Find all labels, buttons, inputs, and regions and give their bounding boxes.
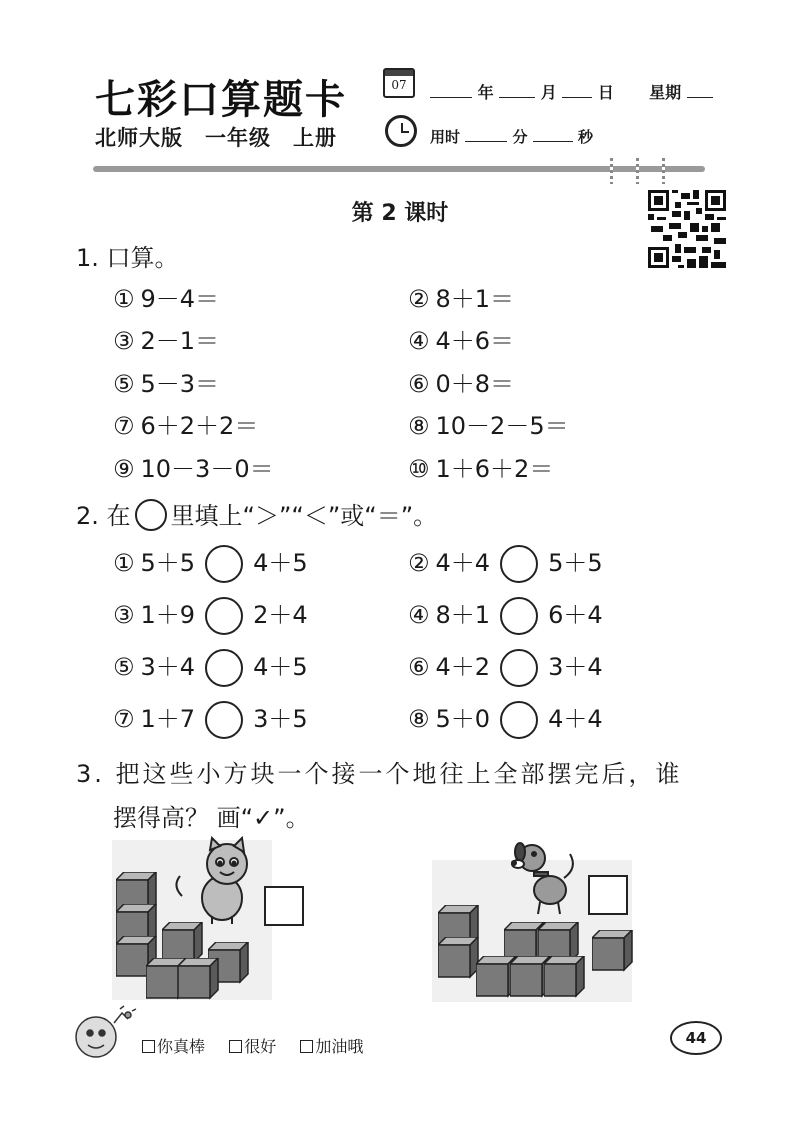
- cube-block: [592, 930, 636, 974]
- item-expression: 5－3＝: [140, 370, 220, 398]
- item-number: ⑥: [408, 370, 430, 398]
- q1-item-2: [408, 279, 514, 314]
- right-expression: 2＋4: [253, 601, 308, 629]
- compare-circle[interactable]: [500, 701, 538, 739]
- q1-item-6: [408, 364, 514, 399]
- cat-icon: [172, 836, 262, 926]
- option-keep-going-label: 加油哦: [315, 1037, 364, 1056]
- second-blank[interactable]: [533, 141, 573, 142]
- checkbox-great[interactable]: [142, 1040, 155, 1053]
- q2-title-suffix: 里填上“＞”“＜”或“＝”。: [170, 502, 438, 530]
- month-blank[interactable]: [499, 97, 535, 98]
- item-expression: 0＋8＝: [435, 370, 515, 398]
- item-number: ④: [408, 601, 430, 629]
- cube-block: [544, 956, 588, 1000]
- item-expression: 2－1＝: [140, 327, 220, 355]
- q2-item-3: [113, 595, 308, 635]
- item-number: ⑩: [408, 455, 430, 483]
- date-fill-line: [430, 80, 713, 103]
- q2-item-6: [408, 647, 603, 687]
- q1-item-5: [113, 364, 219, 399]
- circle-symbol-icon: [135, 499, 167, 531]
- clock-icon: [385, 115, 417, 147]
- q2-item-2: [408, 543, 603, 583]
- item-number: ⑤: [113, 370, 135, 398]
- calendar-icon: [383, 68, 415, 98]
- item-number: ⑨: [113, 455, 135, 483]
- mascot-icon: [70, 1005, 140, 1065]
- left-expression: 3＋4: [140, 653, 196, 681]
- q2-item-4: [408, 595, 603, 635]
- left-expression: 4＋4: [435, 549, 491, 577]
- q1-item-4: [408, 321, 514, 356]
- year-blank[interactable]: [430, 97, 472, 98]
- day-label: 日: [597, 83, 614, 102]
- compare-circle[interactable]: [205, 701, 243, 739]
- compare-circle[interactable]: [500, 649, 538, 687]
- left-expression: 8＋1: [435, 601, 491, 629]
- item-number: ④: [408, 327, 430, 355]
- q2-item-7: [113, 699, 308, 739]
- option-good-label: 很好: [244, 1037, 277, 1056]
- time-fill-line: [430, 126, 593, 147]
- page-number: 44: [670, 1021, 722, 1055]
- divider-pin: [610, 158, 613, 184]
- calendar-number: 07: [391, 78, 407, 92]
- question-2-title: [76, 496, 437, 533]
- right-expression: 4＋5: [253, 653, 308, 681]
- left-answer-box[interactable]: [264, 886, 304, 926]
- item-number: ③: [113, 327, 135, 355]
- item-expression: 10－2－5＝: [435, 412, 569, 440]
- option-great-label: 你真棒: [157, 1037, 206, 1056]
- divider-pin: [636, 158, 639, 184]
- left-expression: 4＋2: [435, 653, 491, 681]
- item-number: ⑦: [113, 412, 135, 440]
- item-number: ⑤: [113, 653, 135, 681]
- compare-circle[interactable]: [500, 597, 538, 635]
- right-expression: 4＋4: [548, 705, 603, 733]
- time-used-label: 用时: [430, 128, 461, 146]
- q2-title-prefix: 2. 在: [76, 502, 131, 530]
- second-label: 秒: [577, 128, 593, 146]
- right-expression: 4＋5: [253, 549, 308, 577]
- right-expression: 3＋4: [548, 653, 603, 681]
- month-label: 月: [540, 83, 557, 102]
- compare-circle[interactable]: [205, 649, 243, 687]
- question-1-title: 1. 口算。: [76, 244, 179, 272]
- left-expression: 5＋5: [140, 549, 196, 577]
- item-expression: 9－4＝: [140, 285, 220, 313]
- item-expression: 10－3－0＝: [140, 455, 274, 483]
- left-expression: 1＋7: [140, 705, 196, 733]
- item-expression: 6＋2＋2＝: [140, 412, 259, 440]
- left-expression: 5＋0: [435, 705, 491, 733]
- minute-blank[interactable]: [465, 141, 507, 142]
- item-number: ①: [113, 549, 135, 577]
- q1-item-3: [113, 321, 219, 356]
- dog-icon: [510, 838, 580, 918]
- compare-circle[interactable]: [205, 545, 243, 583]
- weekday-blank[interactable]: [687, 97, 713, 98]
- item-number: ①: [113, 285, 135, 313]
- q2-item-1: [113, 543, 308, 583]
- checkbox-keep-going[interactable]: [300, 1040, 313, 1053]
- compare-circle[interactable]: [205, 597, 243, 635]
- q2-item-5: [113, 647, 308, 687]
- item-number: ⑧: [408, 705, 430, 733]
- question-3-title: 3. 把这些小方块一个接一个地往上全部摆完后，谁: [76, 760, 683, 788]
- item-expression: 1＋6＋2＝: [435, 455, 554, 483]
- weekday-label: 星期: [649, 83, 682, 102]
- right-expression: 6＋4: [548, 601, 603, 629]
- left-expression: 1＋9: [140, 601, 196, 629]
- item-number: ⑧: [408, 412, 430, 440]
- question-3-subtitle: 摆得高？ 画“✓”。: [113, 804, 310, 832]
- q1-item-8: [408, 406, 569, 441]
- q1-item-10: [408, 449, 553, 484]
- lesson-title: 第 2 课时: [351, 201, 449, 226]
- item-number: ②: [408, 549, 430, 577]
- edition-label: 北师大版 一年级 上册: [95, 126, 337, 150]
- divider-pin: [662, 158, 665, 184]
- checkbox-good[interactable]: [229, 1040, 242, 1053]
- q1-item-9: [113, 449, 274, 484]
- year-label: 年: [477, 83, 494, 102]
- item-number: ②: [408, 285, 430, 313]
- right-answer-box[interactable]: [588, 875, 628, 915]
- minute-label: 分: [512, 128, 528, 146]
- item-expression: 4＋6＝: [435, 327, 515, 355]
- compare-circle[interactable]: [500, 545, 538, 583]
- right-expression: 5＋5: [548, 549, 603, 577]
- item-expression: 8＋1＝: [435, 285, 515, 313]
- header-divider: [93, 166, 705, 172]
- item-number: ③: [113, 601, 135, 629]
- self-evaluation: [142, 1034, 363, 1057]
- brand-title: 七彩口算题卡: [95, 77, 347, 123]
- item-number: ⑦: [113, 705, 135, 733]
- q2-item-8: [408, 699, 603, 739]
- item-number: ⑥: [408, 653, 430, 681]
- cube-block: [178, 958, 222, 1002]
- right-expression: 3＋5: [253, 705, 308, 733]
- q1-item-1: [113, 279, 219, 314]
- q1-item-7: [113, 406, 258, 441]
- day-blank[interactable]: [562, 97, 592, 98]
